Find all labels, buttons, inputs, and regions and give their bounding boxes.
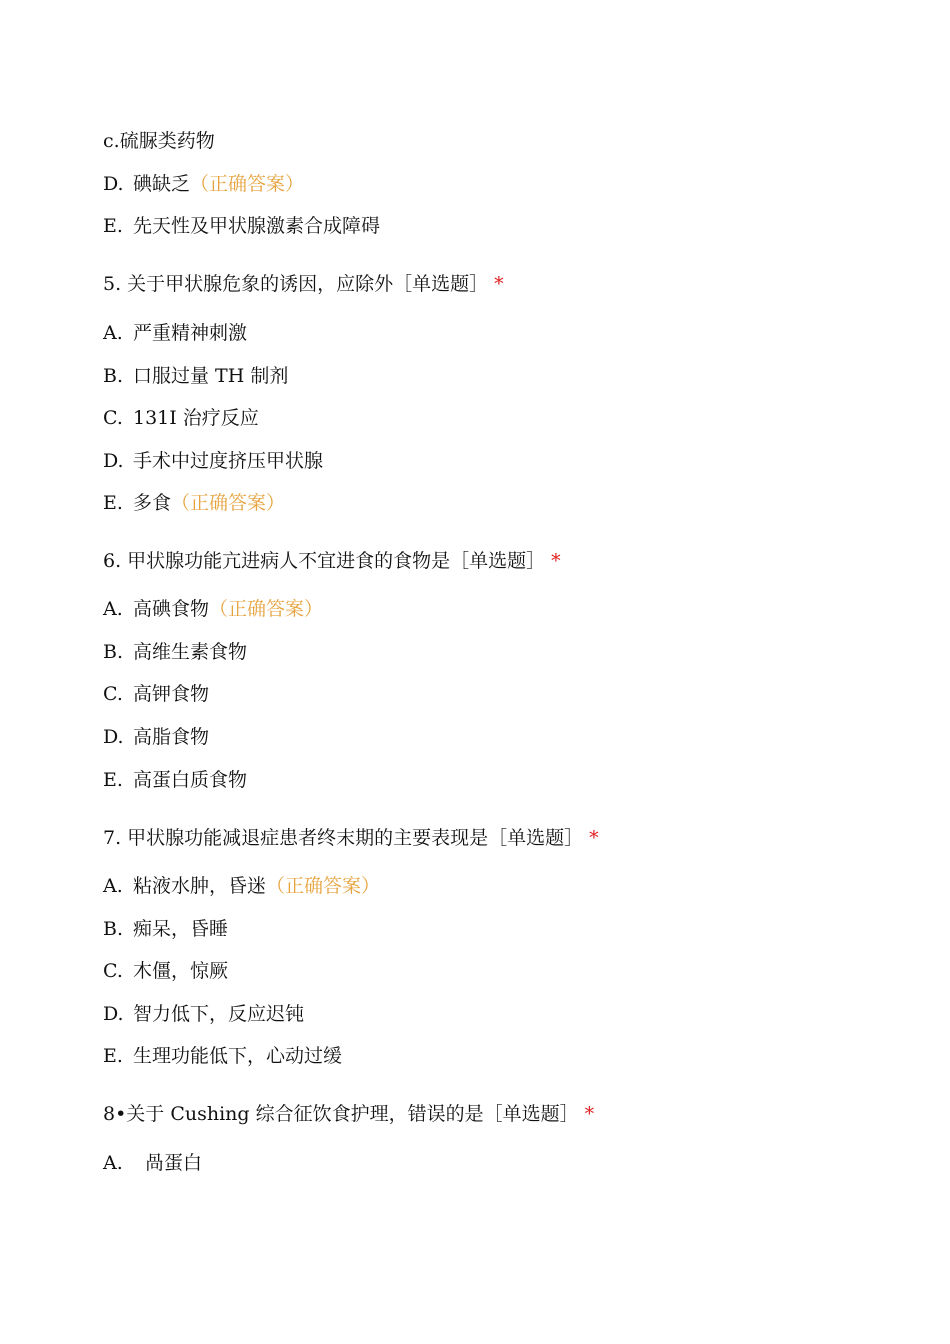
required-marker: *: [584, 1103, 595, 1125]
question-title: [103, 1102, 594, 1126]
option-label: E.: [103, 1045, 123, 1067]
option-item: [103, 725, 209, 749]
option-label: D.: [103, 1003, 124, 1025]
option-item: [103, 1044, 342, 1068]
option-label: A.: [103, 598, 123, 620]
option-item: [103, 364, 288, 388]
question-number: 7.: [103, 827, 122, 849]
option-item: [103, 214, 380, 238]
question-number: 6.: [103, 550, 122, 572]
question-title: [103, 272, 504, 296]
option-label: E.: [103, 769, 123, 791]
option-text: 多食: [133, 492, 172, 514]
question-title: [103, 826, 599, 850]
option-item: [103, 321, 247, 345]
option-label: C.: [103, 683, 123, 705]
option-text: 手术中过度挤压甲状腺: [133, 450, 324, 472]
option-text: 生理功能低下，心动过缓: [133, 1045, 343, 1067]
option-text: 高钾食物: [133, 683, 210, 705]
option-item: [103, 874, 380, 898]
option-text: 高蛋白质食物: [133, 769, 248, 791]
option-item: [103, 172, 304, 196]
question-number: 8•: [103, 1103, 127, 1125]
option-label: E.: [103, 215, 123, 237]
option-label: B.: [103, 918, 124, 940]
option-text: 硫脲类药物: [119, 130, 215, 152]
option-text: 粘液水肿，昏迷: [133, 875, 267, 897]
option-text: 131I 治疗反应: [133, 407, 259, 429]
option-text: 严重精神刺激: [133, 322, 248, 344]
option-label: B.: [103, 641, 124, 663]
required-marker: *: [494, 273, 504, 295]
required-marker: *: [551, 550, 561, 572]
option-text: 痴呆，昏睡: [133, 918, 229, 940]
option-label: A.: [103, 322, 123, 344]
option-label: C.: [103, 960, 123, 982]
option-label: c.: [103, 130, 120, 152]
option-label: D.: [103, 450, 124, 472]
option-label: B.: [103, 365, 124, 387]
option-text: 口服过量 TH 制剂: [133, 365, 289, 387]
option-item: [103, 1151, 202, 1175]
question-number: 5.: [103, 273, 122, 295]
option-label: A.: [103, 875, 123, 897]
question-text: 关于甲状腺危象的诱因，应除外［单选题］: [127, 273, 489, 295]
option-text: 碘缺乏: [133, 173, 191, 195]
option-item: [103, 129, 215, 153]
option-item: [103, 959, 228, 983]
option-text: 木僵，惊厥: [133, 960, 229, 982]
option-item: [103, 597, 323, 621]
option-text: 智力低下，反应迟钝: [133, 1003, 305, 1025]
option-label: E.: [103, 492, 123, 514]
question-title: [103, 549, 561, 573]
option-text: 咼蛋白: [145, 1152, 203, 1174]
question-text: 关于 Cushing 综合征饮食护理，错误的是［单选题］: [126, 1103, 579, 1125]
option-label: A.: [103, 1152, 123, 1174]
option-text: 高维生素食物: [133, 641, 248, 663]
option-label: D.: [103, 726, 124, 748]
question-text: 甲状腺功能亢进病人不宜进食的食物是［单选题］: [127, 550, 546, 572]
option-item: [103, 406, 259, 430]
option-item: [103, 1002, 304, 1026]
option-label: C.: [103, 407, 123, 429]
option-text: 高脂食物: [133, 726, 210, 748]
option-item: [103, 449, 323, 473]
correct-answer-tag: （正确答案）: [171, 492, 286, 514]
required-marker: *: [589, 827, 599, 849]
option-item: [103, 491, 285, 515]
option-item: [103, 768, 247, 792]
option-label: D.: [103, 173, 124, 195]
option-text: 高碘食物: [133, 598, 210, 620]
correct-answer-tag: （正确答案）: [209, 598, 324, 620]
correct-answer-tag: （正确答案）: [190, 173, 305, 195]
option-item: [103, 640, 247, 664]
question-text: 甲状腺功能减退症患者终末期的主要表现是［单选题］: [127, 827, 584, 849]
option-item: [103, 682, 209, 706]
option-item: [103, 917, 228, 941]
correct-answer-tag: （正确答案）: [266, 875, 381, 897]
option-text: 先天性及甲状腺激素合成障碍: [133, 215, 381, 237]
